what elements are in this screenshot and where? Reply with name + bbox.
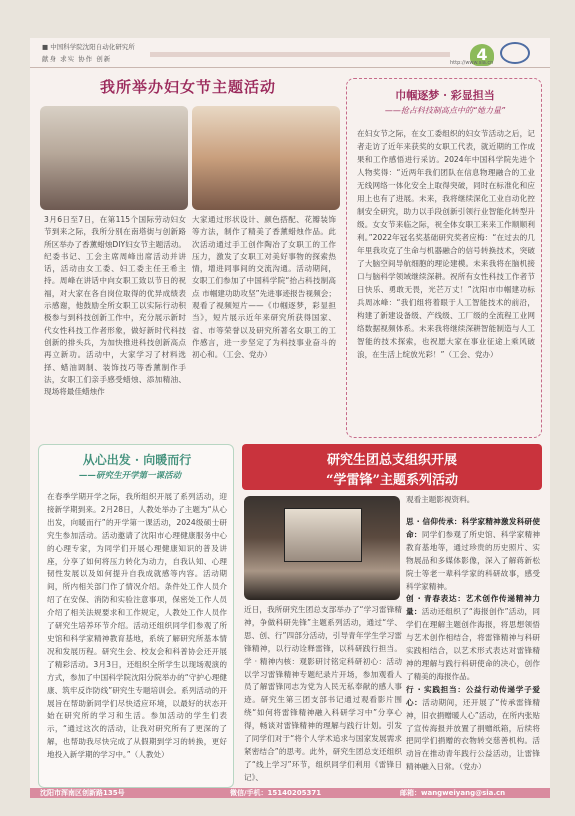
article3-title-line1: 研究生团总支组织开展 bbox=[326, 453, 457, 468]
article3-right-column bbox=[406, 516, 540, 774]
event-photo-candles bbox=[192, 106, 340, 210]
sidebar-box bbox=[346, 78, 542, 438]
footer-email: 邮箱：wangweiyang@sia.cn bbox=[400, 789, 506, 797]
section-head-create: 创 · 青春表达：艺术创作传递精神力量： bbox=[406, 594, 540, 617]
section-text-act: 活动期间，还开展了“传承雷锋精神，旧衣捐赠暖人心”活动，在所内张贴了宣传海报并放置了捐赠纸箱，后续将把同学们捐赠的衣物转交慈善机构。活动旨在推动青年践行公益活动，让雷锋精神融入日常。（党办） bbox=[406, 697, 541, 772]
article3-banner bbox=[242, 444, 542, 490]
sidebar-subtitle: ——抢占科技制高点中的“她力量” bbox=[384, 106, 506, 115]
event-photo-group bbox=[40, 106, 188, 210]
lecture-hall-photo bbox=[244, 496, 400, 600]
article3-title-line2: “学雷锋”主题系列活动 bbox=[326, 473, 458, 488]
page-header bbox=[30, 38, 550, 68]
newspaper-page bbox=[30, 38, 550, 798]
article3-left-column: 近日，我所研究生团总支部举办了“学习雷锋精神，争做科研先锋”主题系列活动，通过“学、思、创、行”四部分活动，引导青年学生学习雷锋精神，以行动诠释雷锋，以科研践行担当。学 · 精神内核：观影研讨铭定科研初心：活动以学习雷锋精神专题纪录片开场，参加观看人员了解雷锋同志为党为人民无私奉献的感人事迹。研究生第三团支部书记通过观看影片围绕“如何将雷锋精神融入科研学习中”分享心得，畅谈对雷锋精神的理解与践行计划。引发了同学们对于“将个人学术追求与国家发展需求紧密结合”的思考。此外，研究生团总支还组织了“线上学习”环节，组织同学们利用《雷锋日记》、 bbox=[244, 605, 402, 782]
section-text-think: 同学们参观了所史馆、科学家精神教育基地等，通过珍贵的历史照片、实物展品和多媒体影像，深入了解蒋新松院士等老一辈科学家的科研故事，感受科学家精神。 bbox=[406, 529, 541, 591]
motto: 献身 求实 协作 创新 bbox=[42, 55, 112, 63]
article2-subtitle: ——研究生开学第一课活动 bbox=[79, 471, 182, 481]
footer-address: 沈阳市浑南区创新路135号 bbox=[40, 789, 125, 797]
page-footer bbox=[30, 788, 550, 798]
section-head-think: 思 · 信仰传承：科学家精神激发科研使命： bbox=[406, 517, 540, 539]
website: http://www.sia.cn bbox=[450, 60, 494, 66]
article3-right-top: 观看主题影视资料。 bbox=[406, 495, 475, 504]
article1-column2: 大家通过形状设计、颜色搭配、花瓣装饰等方法，制作了精美了香薰蜡烛作品。此次活动通过手工创作陶冶了女职工的工作压力，激发了女职工对美好事物的探索热情，增进同事间的交流沟通。活动期间，女职工们参加了中国科学院“抬占科技制高点 市帼建功助攻坚”先进事迹报告视频会；观看了视频短片——《巾帼逐梦，彩显担当》，短片展示近年来研究所获得国家、省、市等荣誉以及研究所著名女职工的工作感言，进一步坚定了为科技事业奋斗的初心和。（工会、党办） bbox=[192, 215, 336, 360]
projection-screen bbox=[284, 508, 362, 562]
article3-box bbox=[242, 444, 542, 788]
article2-title: 从心出发 · 向暖而行 bbox=[82, 453, 192, 467]
institution-name: ■ 中国科学院沈阳自动化研究所 bbox=[42, 43, 135, 51]
article2-body: 在春季学期开学之际，我所组织开展了系列活动，迎接新学期到来。2月28日，人教处举办了主题为“从心出发，向暖而行”的开学第一课活动，2024级硕士研究生参加活动。活动邀请了沈阳市心理健康服务中心的心理专家，为同学们开展心理健康知识的普及讲座，分享了如何将压力转化为动力，自我认知、心理韧性发展以及如何提升自我成就感等内容。活动期间，所内相关部门作了情况介绍。条件处工作人员介绍了在安保、消防和实验注意事项，保密处工作人员介绍了相关法规要求和工作规定，人教处工作人员作了研究生培养环节介绍。活动还组织同学们参观了所史馆和科学家精神教育基地，系统了解研究所基本情况和发展历程。研究生会、校友会和科普协会还开展了精彩活动。3月3日，还组织全所学生以现场观演的方式，参加了中国科学院沈阳分院举办的“守护心理健康、筑牢反诈防线”研究生专题培训会。系列活动的开展旨在帮助新同学们尽快适应环境，以最好的状态开始在研究所的学习和生活。参加活动的学生们表示，“通过这次的活动，让我对研究所有了更深的了解，也帮助我尽快完成了从假期到学习的转换，更好地投入新学期的学习中。”（人教处） bbox=[47, 492, 227, 760]
sidebar-title: 巾帼逐梦 · 彩显担当 bbox=[395, 89, 495, 102]
page-number: 4 bbox=[470, 44, 494, 66]
sidebar-body: 在妇女节之际，在女工委组织的妇女节活动之后，记者走访了近年来获奖的女职工代表，就近期的工作成果和工作感悟进行采访。2024年中国科学院先进个人物奖得：“近两年我们团队在信息物理融合的工业无线网络一体化安全上取得突破，同时在标准化和应用上也有了进展。未来，我将继续深化工业自动化控制安全研究，助力以手段创新引领行业智能化转型升级。女女节来临之际，祝全体女职工来来工作顺顺利利。”2022年冠名奖基础研究奖者应梅：“在过去的几年里我攻克了生命与机器融合的信号转换技术，突破了大脑空间导航细胞的理论建模。未来我将在脑机接口与脑科学领域继续深耕。祝所有女性科技工作者节日快乐、勇敢无畏，光芒万丈！”沈阳市巾帼建功标兵周冰峰：“我们组将着眼于人工智能技术的前沿，构建了新建设备级、产线级、工厂级的全流程工业网络数据视频体系。未来我将继续深耕智能制造与人工智能的技术探索，也祝愿大家在事业征途上乘风破浪，在生活上绽放光彩！”（工会、党办） bbox=[357, 129, 535, 359]
section-text-create: 活动还组织了“海报创作”活动，同学们在理解主题创作海报，将思想领悟与艺术创作相结合，将雷锋精神与科研实践相结合，以艺术形式表达对雷锋精神的理解与践行科研使命的决心，创作了精美的海报作品。 bbox=[406, 607, 540, 681]
article1-title: 我所举办妇女节主题活动 bbox=[99, 78, 276, 96]
section-head-act: 行 · 实践担当：公益行动传递学子爱心： bbox=[406, 684, 540, 707]
article2-box bbox=[38, 444, 234, 788]
article1-column1: 3月6日至7日，在第115个国际劳动妇女节到来之际，我所分别在南塔街与创新路所区举办了香薰蜡烛DIY妇女节主题活动。纪委书记、工会主席周峰出席活动并讲话，活动由女工委、妇工委主任王希主持。周峰在讲话中向女职工致以节日的祝福，对大家在各自岗位取得的优异成绩表示感谢，他鼓励全所女职工以实际行动积极参与到科技创新工作中，充分展示新时代女性科技工作者形象，做好新时代科技创新的排头兵，为加快推进科技创新高点再立新功。活动中，大家学习了材料选择、蜡油调制、装饰技巧等香薰制作手法，女职工们亲手感受蜡烛、添加精油、现场将最佳蜡烛作 bbox=[44, 215, 186, 397]
footer-contact: 微信/手机：15140205371 bbox=[230, 789, 322, 797]
institute-logo-icon bbox=[500, 42, 530, 64]
header-bar bbox=[150, 52, 450, 57]
